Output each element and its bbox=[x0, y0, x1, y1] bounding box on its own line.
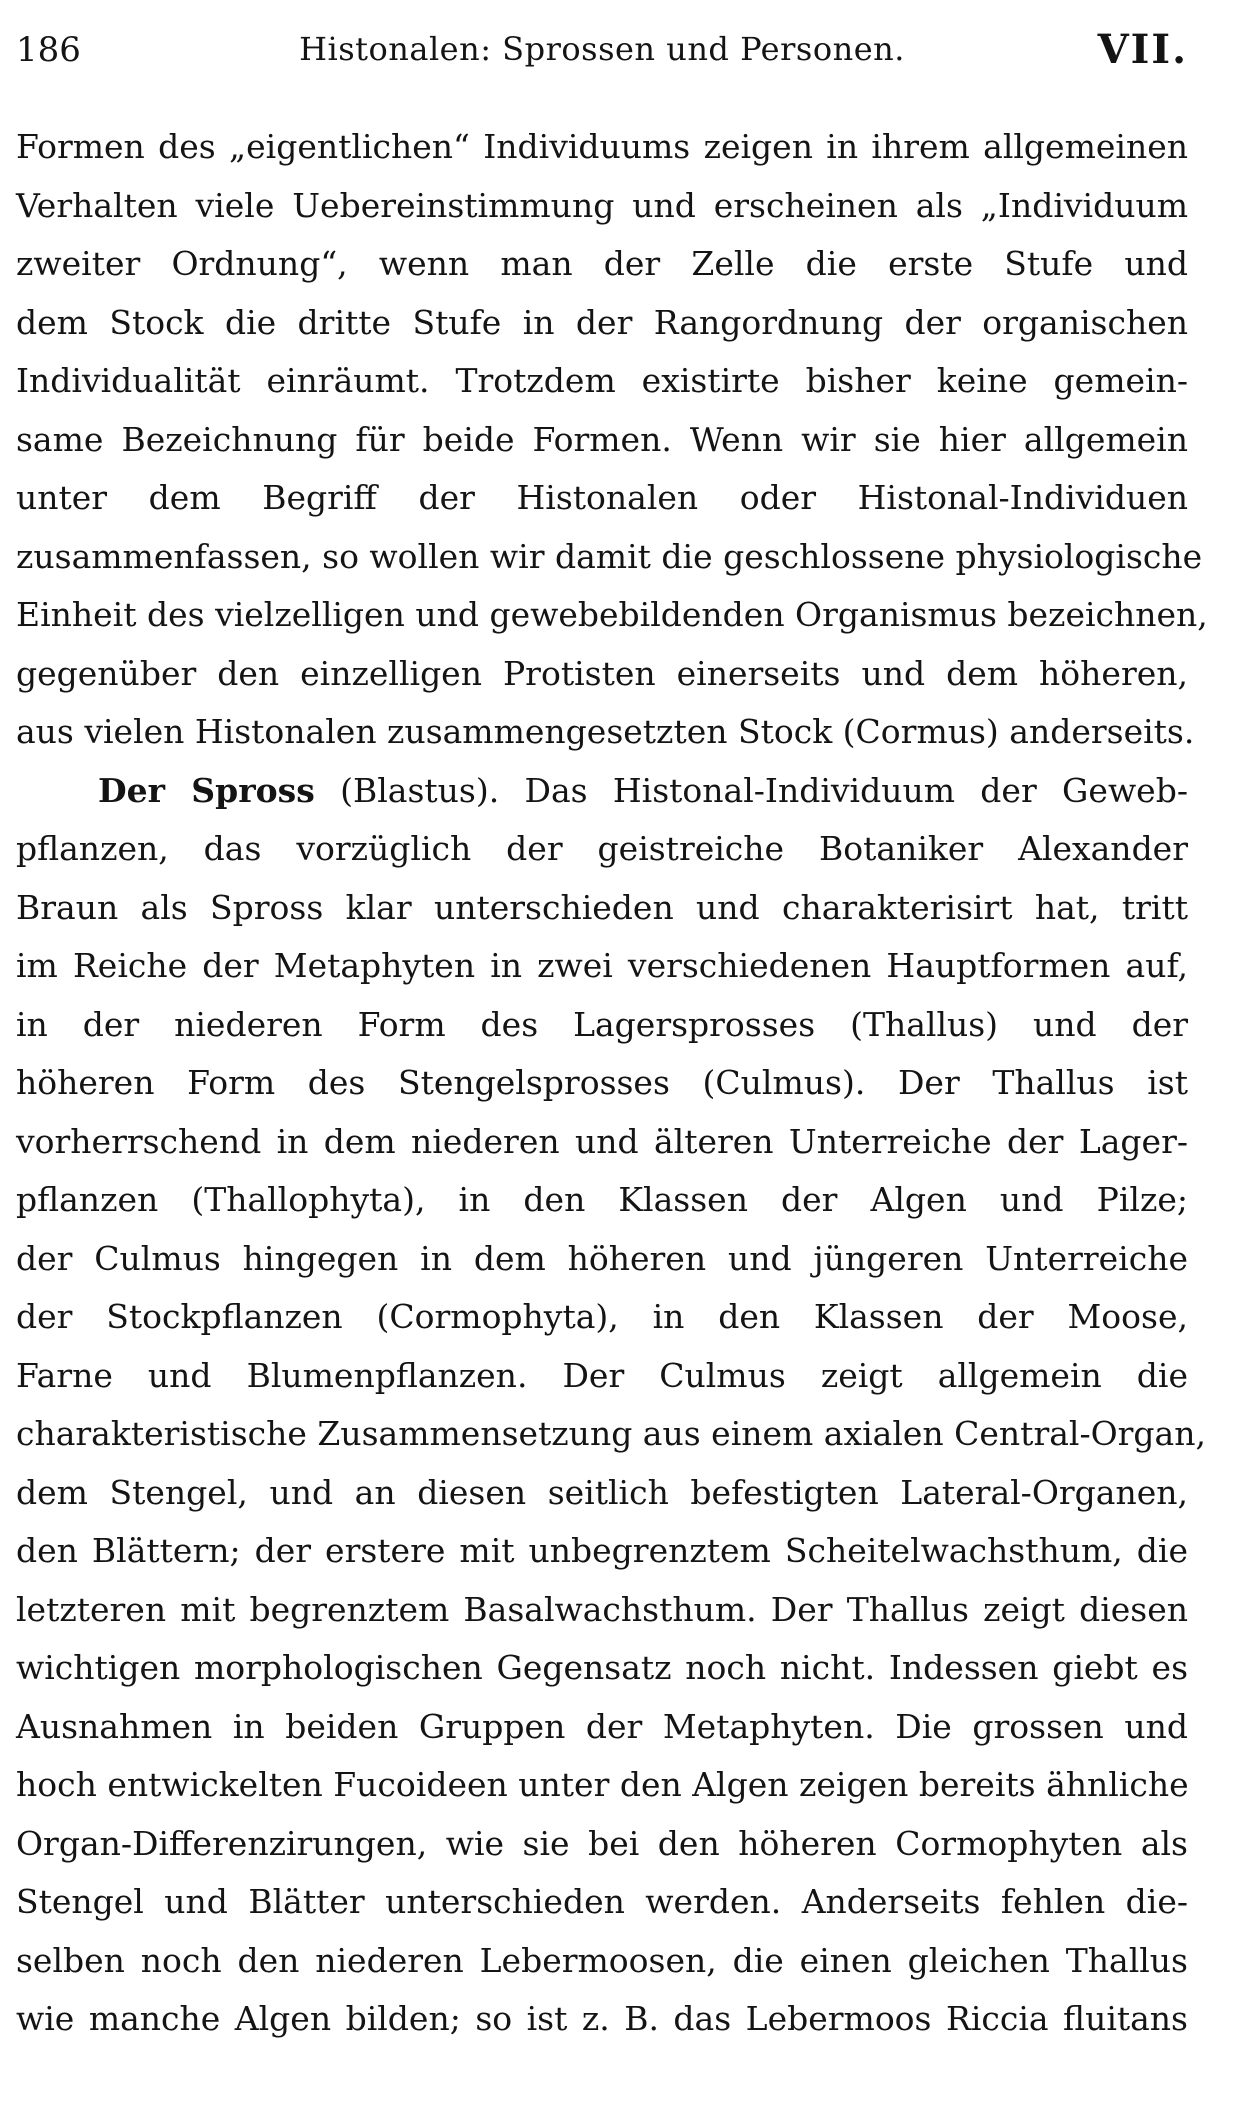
text-line bbox=[16, 1932, 1188, 1991]
line-text: pflanzen (Thallophyta), in den Klassen der Algen und Pilze; bbox=[16, 1180, 1188, 1219]
line-text: Formen des „eigentlichen“ Individuums zeigen in ihrem allgemeinen bbox=[16, 127, 1188, 166]
text-line bbox=[16, 820, 1188, 879]
line-text: Braun als Spross klar unterschieden und charakterisirt hat, tritt bbox=[16, 887, 1188, 927]
line-text: der Stockpflanzen (Cormophyta), in den Klassen der Moose, bbox=[16, 1297, 1188, 1336]
text-line bbox=[16, 703, 1195, 762]
section-heading: Der Spross bbox=[98, 770, 315, 810]
text-line bbox=[16, 118, 1188, 177]
text-line bbox=[16, 1698, 1188, 1757]
text-line bbox=[16, 528, 1203, 587]
text-line bbox=[16, 645, 1188, 704]
line-text: charakteristische Zusammensetzung aus einem axialen Central-Organ, bbox=[16, 1414, 1206, 1453]
line-text: zusammenfassen, so wollen wir damit die geschlossene physiologische bbox=[16, 536, 1203, 576]
line-text: in der niederen Form des Lagersprosses (Thallus) und der bbox=[16, 1004, 1188, 1044]
text-line bbox=[16, 1288, 1188, 1347]
line-text: dem Stock die dritte Stufe in der Rangordnung der organischen bbox=[16, 302, 1188, 342]
text-line bbox=[16, 1639, 1188, 1698]
line-text: hoch entwickelten Fucoideen unter den Algen zeigen bereits ähnliche bbox=[16, 1765, 1189, 1804]
text-line bbox=[16, 1522, 1188, 1581]
line-text: selben noch den niederen Lebermoosen, die einen gleichen Thallus bbox=[16, 1940, 1188, 1980]
line-text: unter dem Begriff der Histonalen oder Histonal-Individuen bbox=[16, 478, 1188, 517]
line-text: zweiter Ordnung“, wenn man der Zelle die erste Stufe und bbox=[16, 244, 1188, 283]
text-line bbox=[16, 469, 1188, 528]
text-line bbox=[16, 177, 1188, 236]
line-text: Einheit des vielzelligen und gewebebildenden Organismus bezeichnen, bbox=[16, 595, 1208, 634]
text-line bbox=[16, 762, 1188, 821]
line-text: dem Stengel, und an diesen seitlich befestigten Lateral-Organen, bbox=[16, 1472, 1188, 1512]
line-text: Stengel und Blätter unterschieden werden. Anderseits fehlen die- bbox=[16, 1882, 1188, 1921]
text-line bbox=[16, 1405, 1206, 1464]
line-text: höheren Form des Stengelsprosses (Culmus). Der Thallus ist bbox=[16, 1063, 1188, 1102]
text-line bbox=[16, 1347, 1188, 1406]
text-line bbox=[16, 411, 1188, 470]
text-line bbox=[16, 996, 1188, 1055]
line-text: Organ-Differenzirungen, wie sie bei den höheren Cormophyten als bbox=[16, 1823, 1188, 1863]
line-text: pflanzen, das vorzüglich der geistreiche Botaniker Alexander bbox=[16, 829, 1188, 868]
book-page bbox=[16, 22, 1208, 2092]
text-line bbox=[16, 879, 1188, 938]
line-text: (Blastus). Das Histonal-Individuum der Geweb- bbox=[340, 770, 1188, 810]
line-text: Verhalten viele Uebereinstimmung und erscheinen als „Individuum bbox=[16, 185, 1188, 225]
text-line bbox=[16, 235, 1188, 294]
text-line bbox=[16, 1054, 1188, 1113]
text-line bbox=[16, 1464, 1188, 1523]
text-line bbox=[16, 1113, 1188, 1172]
text-line bbox=[16, 352, 1188, 411]
page-header bbox=[16, 22, 1188, 92]
text-line bbox=[16, 1230, 1188, 1289]
line-text: Farne und Blumenpflanzen. Der Culmus zeigt allgemein die bbox=[16, 1355, 1188, 1395]
text-line bbox=[16, 586, 1208, 645]
running-title: Histonalen: Sprossen und Personen. bbox=[299, 30, 905, 68]
line-text: der Culmus hingegen in dem höheren und jüngeren Unterreiche bbox=[16, 1238, 1188, 1278]
line-text: im Reiche der Metaphyten in zwei verschiedenen Hauptformen auf, bbox=[16, 946, 1188, 985]
text-line bbox=[16, 1171, 1188, 1230]
text-line bbox=[16, 1990, 1188, 2049]
text-line bbox=[16, 294, 1188, 353]
line-text: same Bezeichnung für beide Formen. Wenn wir sie hier allgemein bbox=[16, 419, 1188, 459]
line-text: gegenüber den einzelligen Protisten einerseits und dem höheren, bbox=[16, 653, 1188, 693]
body-text bbox=[16, 118, 1208, 2049]
line-text: den Blättern; der erstere mit unbegrenztem Scheitelwachsthum, die bbox=[16, 1531, 1188, 1570]
line-text: letzteren mit begrenztem Basalwachsthum. Der Thallus zeigt diesen bbox=[16, 1589, 1188, 1629]
text-line bbox=[16, 937, 1188, 996]
line-text: vorherrschend in dem niederen und älteren Unterreiche der Lager- bbox=[16, 1121, 1188, 1161]
line-text: Individualität einräumt. Trotzdem existirte bisher keine gemein- bbox=[16, 361, 1188, 400]
line-text: aus vielen Histonalen zusammengesetzten Stock (Cormus) anderseits. bbox=[16, 712, 1195, 751]
line-text: Ausnahmen in beiden Gruppen der Metaphyten. Die grossen und bbox=[16, 1706, 1188, 1746]
text-line bbox=[16, 1873, 1188, 1932]
text-line bbox=[16, 1756, 1188, 1815]
page-number: 186 bbox=[16, 30, 81, 70]
line-text: wie manche Algen bilden; so ist z. B. das Lebermoos Riccia fluitans bbox=[16, 1999, 1188, 2038]
text-line bbox=[16, 1815, 1188, 1874]
text-line bbox=[16, 1581, 1188, 1640]
line-text: wichtigen morphologischen Gegensatz noch nicht. Indessen giebt es bbox=[16, 1648, 1188, 1687]
chapter-number: VII. bbox=[1097, 26, 1188, 73]
